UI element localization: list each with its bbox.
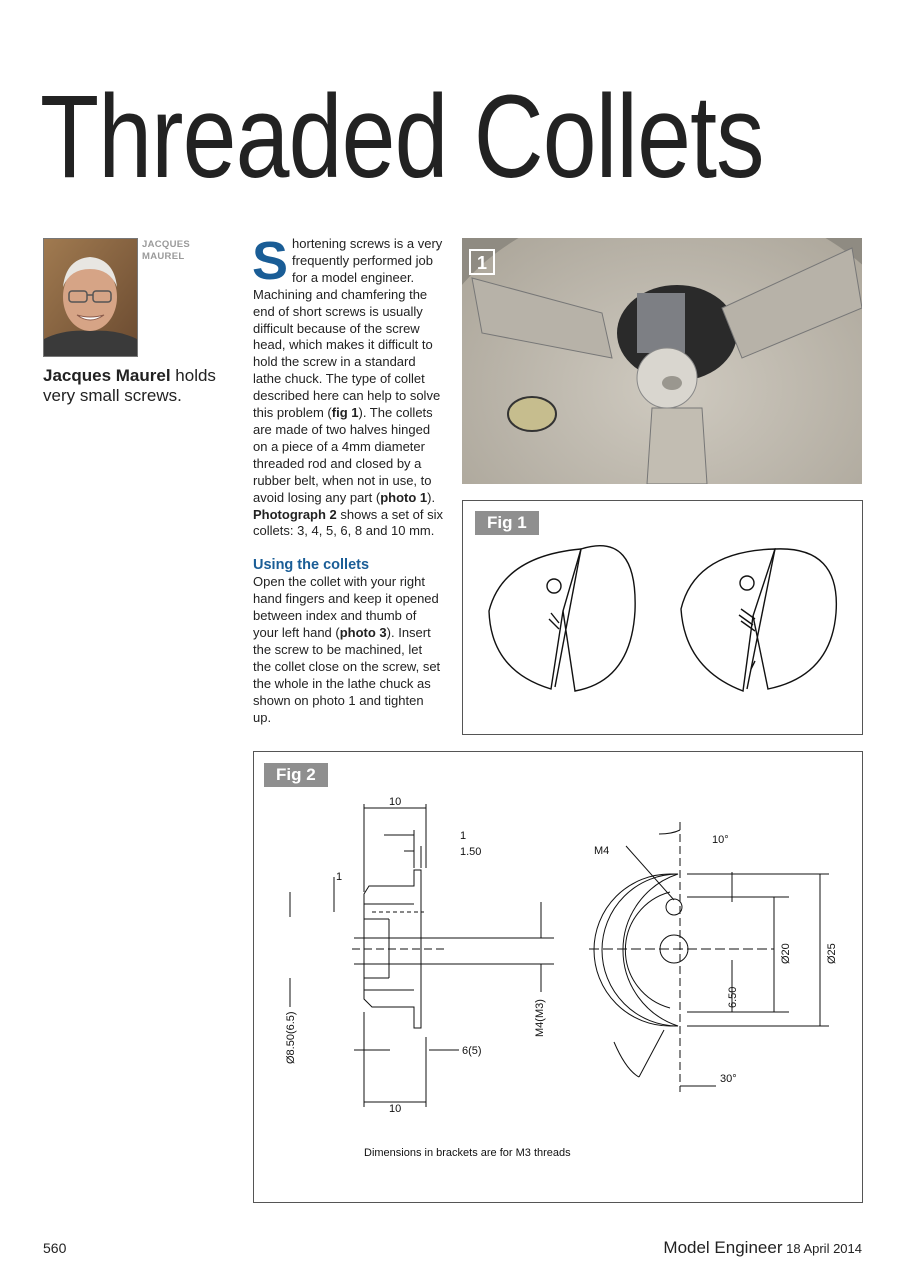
figure-2 <box>253 751 863 1203</box>
dim-diameter-20: Ø20 <box>780 943 792 964</box>
dim-m4-m3: M4(M3) <box>534 999 546 1037</box>
dim-m4: M4 <box>594 845 610 857</box>
photo-1 <box>462 238 862 484</box>
drop-cap: S <box>252 231 289 291</box>
subheading-using-collets: Using the collets <box>253 557 370 574</box>
dim-10-degrees: 10° <box>712 834 729 846</box>
author-caption: Jacques Maurel holds very small screws. <box>43 366 216 405</box>
dim-1: 1 <box>460 830 467 842</box>
figure-1 <box>462 500 863 735</box>
dim-1-50: 1.50 <box>460 846 482 858</box>
figure-2-note: Dimensions in brackets are for M3 threads <box>364 1147 571 1159</box>
paragraph-using: Open the collet with your right hand fingers and keep it opened between index and thumb of your left hand (photo 3). Insert the screw to be machined, let the collet close on the screw, set the whole in the lathe chuck as shown on photo 1 and tighten up. <box>253 574 441 725</box>
figure-1-label: Fig 1 <box>475 511 539 535</box>
author-portrait <box>43 238 138 357</box>
paragraph-intro: Shortening screws is a very frequently performed job for a model engineer. Machining and chamfering the end of short screws is usually difficult because of the screw head, which makes it difficult to hold the screw in a standard lathe chuck. The type of collet described here can help to solve this problem (fig 1). The collets are made of two halves hinged on a piece of a 4mm diameter threaded rod and closed by a rubber belt, when not in use, to avoid losing any part (photo 1). Photograph 2 shows a set of six collets: 3, 4, 5, 6, 8 and 10 mm. <box>252 231 443 539</box>
article-title: Threaded Collets <box>40 71 764 203</box>
dim-bottom-10: 10 <box>389 1103 402 1115</box>
author-name-small: JACQUES MAUREL <box>142 239 191 262</box>
figure-2-label: Fig 2 <box>264 763 328 787</box>
dim-top-10: 10 <box>389 796 402 808</box>
photo-1-label: 1 <box>476 253 488 273</box>
dim-6-5: 6(5) <box>462 1045 482 1057</box>
dim-diameter-25: Ø25 <box>826 943 838 964</box>
dim-6-50: 6.50 <box>727 986 739 1008</box>
dim-left-1: 1 <box>336 871 343 883</box>
dim-30-degrees: 30° <box>720 1073 737 1085</box>
page-number: 560 <box>43 1240 67 1256</box>
article-body <box>252 231 443 726</box>
magazine-footer: Model Engineer 18 April 2014 <box>663 1238 862 1257</box>
dim-diameter-8-50: Ø8.50(6.5) <box>285 1011 297 1064</box>
